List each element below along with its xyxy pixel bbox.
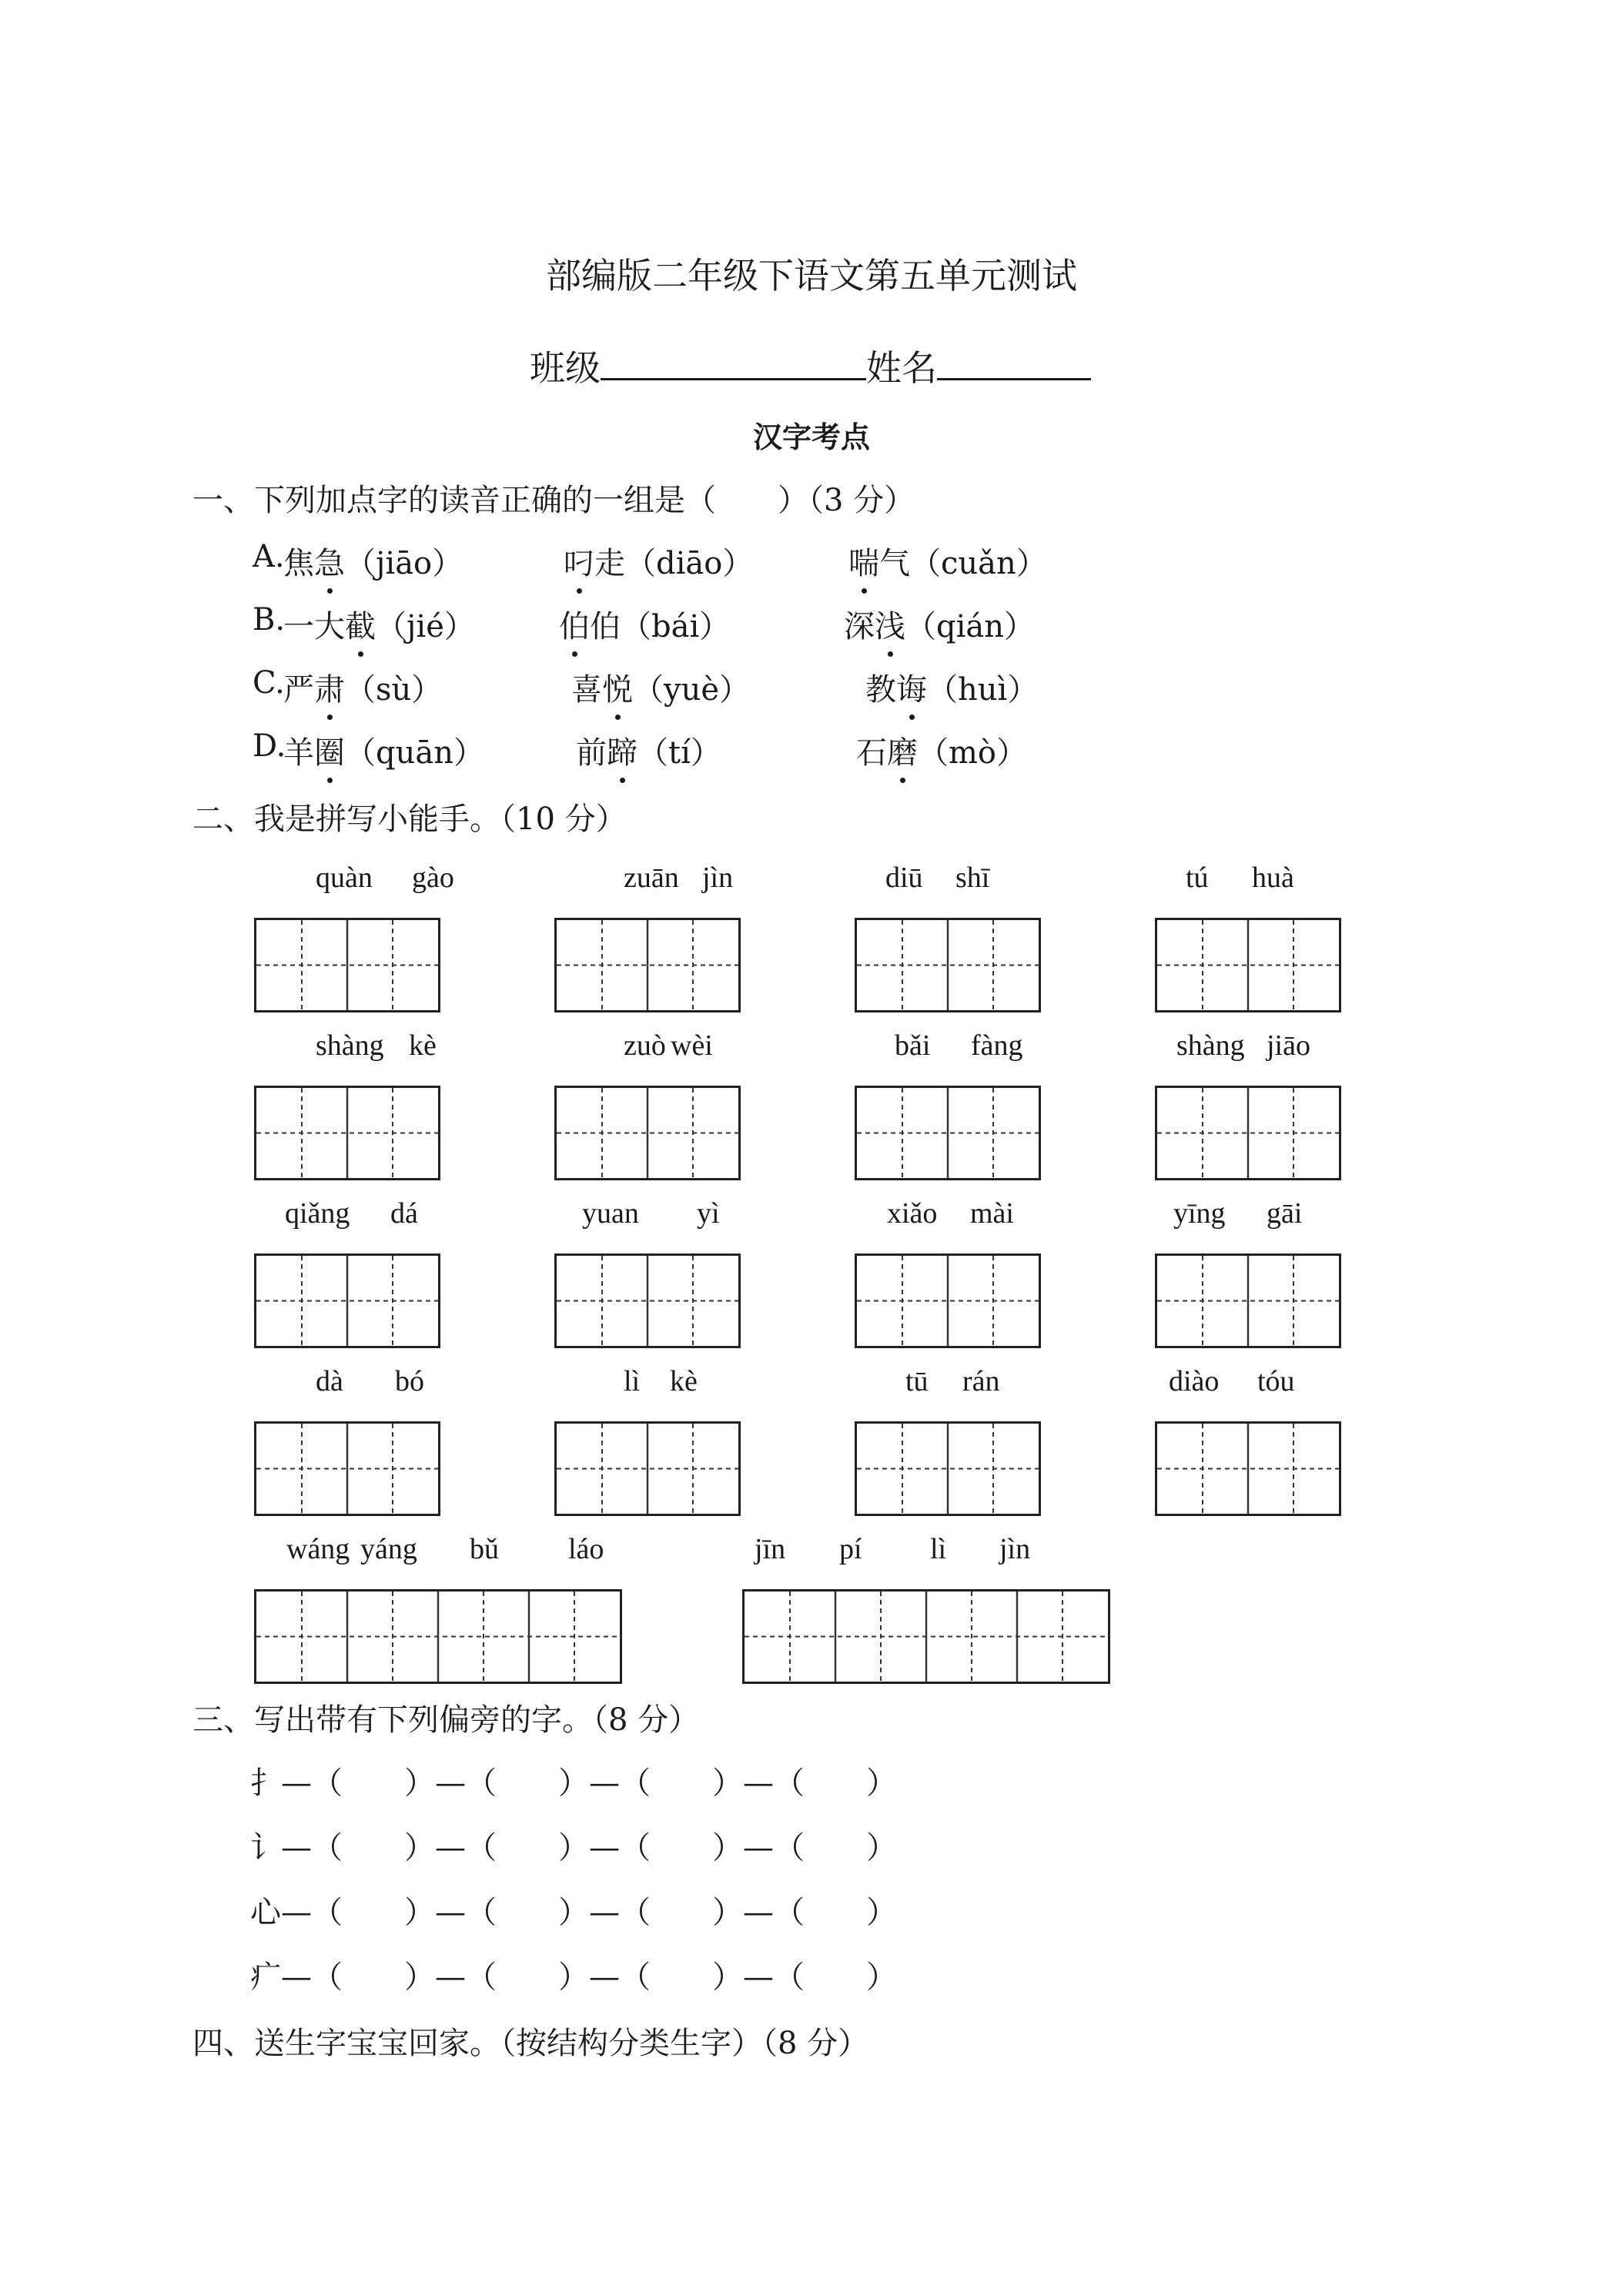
grid-lines	[1157, 1256, 1339, 1346]
name-blank[interactable]	[937, 344, 1091, 380]
grid-lines	[1157, 920, 1339, 1010]
writing-grid[interactable]	[1155, 1421, 1341, 1516]
pinyin-syllable: shàng	[1176, 1029, 1245, 1062]
writing-grid[interactable]	[855, 1253, 1041, 1348]
writing-grid[interactable]	[254, 1421, 440, 1516]
pinyin-syllable: shàng	[316, 1029, 384, 1062]
pinyin-syllable: lì	[930, 1533, 947, 1565]
pinyin-syllable: tú	[1186, 862, 1209, 894]
pinyin-syllable: lì	[624, 1365, 641, 1397]
dotted-character: 浅	[875, 602, 905, 646]
grid-lines	[256, 1088, 438, 1178]
grid-lines	[557, 1256, 738, 1346]
pinyin-syllable: kè	[409, 1029, 437, 1062]
dotted-character: 蹄	[607, 728, 637, 772]
grid-lines	[745, 1591, 1108, 1682]
q1-option-item	[576, 728, 721, 772]
q2-prompt: 二、我是拼写小能手。（10 分）	[192, 802, 627, 837]
pinyin-syllable: diào	[1169, 1365, 1220, 1397]
writing-grid[interactable]	[554, 1421, 741, 1516]
answer-blanks[interactable]: —（ ）—（ ）—（ ）—（ ）	[281, 1895, 897, 1930]
pinyin-syllable: shī	[955, 862, 990, 894]
dotted-character: 截	[345, 602, 376, 646]
writing-grid[interactable]	[554, 1086, 741, 1180]
grid-lines	[256, 1256, 438, 1346]
writing-grid[interactable]	[254, 918, 440, 1012]
pinyin: （diāo）	[625, 546, 754, 581]
pinyin-syllable: bó	[395, 1365, 424, 1397]
q1-option-letter[interactable]: A.	[253, 539, 285, 574]
word-suffix: 气	[879, 546, 910, 581]
radical: 心	[250, 1895, 281, 1930]
dotted-character: 磨	[887, 728, 918, 772]
q1-option-item	[559, 602, 730, 646]
grid-lines	[256, 1591, 620, 1682]
pinyin-syllable: dá	[390, 1197, 418, 1230]
q3-prompt: 三、写出带有下列偏旁的字。（8 分）	[192, 1702, 700, 1738]
pinyin: （qián）	[905, 609, 1036, 644]
pinyin-syllable: tóu	[1257, 1365, 1295, 1397]
writing-grid[interactable]	[742, 1589, 1110, 1684]
page-title: 部编版二年级下语文第五单元测试	[546, 255, 1077, 296]
pinyin-syllable: yuan	[582, 1197, 639, 1230]
q4-prompt: 四、送生字宝宝回家。（按结构分类生字）（8 分）	[192, 2026, 869, 2061]
q1-option-letter[interactable]: B.	[253, 602, 286, 638]
pinyin: （mò）	[918, 735, 1028, 771]
dotted-character: 悦	[602, 665, 633, 709]
grid-lines	[857, 1088, 1039, 1178]
class-label: 班级	[530, 347, 601, 389]
grid-lines	[256, 920, 438, 1010]
dotted-character: 伯	[559, 602, 590, 646]
word-prefix: 前	[576, 735, 607, 771]
q1-prompt: 一、下列加点字的读音正确的一组是（ ）（3 分）	[192, 483, 915, 518]
writing-grid[interactable]	[1155, 1086, 1341, 1180]
pinyin-syllable: yáng	[360, 1533, 417, 1565]
pinyin-syllable: yīng	[1173, 1197, 1226, 1230]
word-prefix: 一大	[283, 609, 345, 644]
q1-option-letter[interactable]: D.	[253, 728, 286, 764]
q1-option-item	[283, 728, 484, 772]
pinyin-syllable: bǎi	[895, 1029, 931, 1062]
q1-option-letter[interactable]: C.	[253, 665, 285, 701]
pinyin-syllable: jiāo	[1267, 1029, 1310, 1062]
grid-lines	[857, 1424, 1039, 1514]
pinyin-syllable: yì	[697, 1197, 720, 1230]
radical-row	[250, 1888, 897, 1932]
grid-lines	[857, 920, 1039, 1010]
pinyin: （bái）	[621, 609, 731, 644]
word-prefix: 深	[844, 609, 875, 644]
radical-row	[250, 1953, 897, 1996]
pinyin-syllable: jīn	[755, 1533, 786, 1565]
pinyin-syllable: quàn	[316, 862, 373, 894]
q1-option-item	[865, 665, 1038, 709]
pinyin-syllable: pí	[839, 1533, 862, 1565]
writing-grid[interactable]	[554, 1253, 741, 1348]
word-suffix: 伯	[590, 609, 621, 644]
dotted-character: 圈	[314, 728, 345, 772]
q1-option-item	[844, 602, 1035, 646]
pinyin-syllable: dà	[316, 1365, 343, 1397]
pinyin: （yuè）	[633, 672, 751, 708]
grid-lines	[857, 1256, 1039, 1346]
grid-lines	[1157, 1424, 1339, 1514]
writing-grid[interactable]	[254, 1253, 440, 1348]
pinyin-syllable: wáng	[286, 1533, 350, 1565]
q1-option-item	[848, 539, 1047, 583]
radical: 疒	[250, 1960, 281, 1995]
answer-blanks[interactable]: —（ ）—（ ）—（ ）—（ ）	[281, 1766, 897, 1801]
pinyin-syllable: jìn	[999, 1533, 1031, 1565]
radical-row	[250, 1823, 897, 1867]
dotted-character: 肃	[314, 665, 345, 709]
word-prefix: 焦	[283, 546, 314, 581]
pinyin: （jié）	[376, 609, 475, 644]
writing-grid[interactable]	[855, 918, 1041, 1012]
word-prefix: 石	[856, 735, 887, 771]
answer-blanks[interactable]: —（ ）—（ ）—（ ）—（ ）	[281, 1830, 897, 1866]
writing-grid[interactable]	[254, 1589, 622, 1684]
pinyin-syllable: zuò	[624, 1029, 666, 1062]
pinyin: （huì）	[927, 672, 1039, 708]
word-prefix: 严	[283, 672, 314, 708]
pinyin-syllable: fàng	[971, 1029, 1023, 1062]
pinyin-syllable: xiǎo	[887, 1197, 938, 1230]
grid-lines	[557, 1424, 738, 1514]
grid-lines	[1157, 1088, 1339, 1178]
writing-grid[interactable]	[855, 1086, 1041, 1180]
dotted-character: 喘	[848, 539, 879, 583]
radical-row	[250, 1759, 897, 1802]
q1-option-item	[283, 539, 463, 583]
pinyin: （cuǎn）	[910, 546, 1047, 581]
pinyin-syllable: láo	[568, 1533, 604, 1565]
word-prefix: 教	[865, 672, 896, 708]
name-label: 姓名	[866, 347, 937, 389]
q1-option-item	[856, 728, 1027, 772]
radical: 讠	[250, 1830, 281, 1866]
q1-option-item	[283, 665, 442, 709]
radical: 扌	[250, 1766, 281, 1801]
pinyin: （tí）	[637, 735, 721, 771]
pinyin-syllable: tū	[905, 1365, 929, 1397]
class-blank[interactable]	[601, 344, 866, 380]
pinyin: （sù）	[345, 672, 443, 708]
grid-lines	[256, 1424, 438, 1514]
pinyin: （quān）	[345, 735, 484, 771]
pinyin-syllable: rán	[962, 1365, 1000, 1397]
writing-grid[interactable]	[254, 1086, 440, 1180]
pinyin-syllable: zuān	[624, 862, 679, 894]
grid-lines	[557, 1088, 738, 1178]
dotted-character: 急	[314, 539, 345, 583]
dotted-character: 叼	[564, 539, 594, 583]
pinyin-syllable: huà	[1252, 862, 1294, 894]
pinyin-syllable: jìn	[702, 862, 734, 894]
dotted-character: 诲	[896, 665, 927, 709]
answer-blanks[interactable]: —（ ）—（ ）—（ ）—（ ）	[281, 1960, 897, 1995]
section-title: 汉字考点	[752, 420, 870, 454]
writing-grid[interactable]	[1155, 918, 1341, 1012]
pinyin-syllable: gāi	[1267, 1197, 1303, 1230]
q1-option-item	[283, 602, 475, 646]
grid-lines	[557, 920, 738, 1010]
word-prefix: 喜	[571, 672, 602, 708]
q1-option-item	[564, 539, 753, 583]
pinyin-syllable: diū	[885, 862, 923, 894]
pinyin-syllable: wèi	[671, 1029, 713, 1062]
pinyin-syllable: gào	[412, 862, 454, 894]
pinyin: （jiāo）	[345, 546, 463, 581]
writing-grid[interactable]	[1155, 1253, 1341, 1348]
word-prefix: 羊	[283, 735, 314, 771]
word-suffix: 走	[594, 546, 625, 581]
pinyin-syllable: kè	[670, 1365, 698, 1397]
writing-grid[interactable]	[554, 918, 741, 1012]
q1-option-item	[571, 665, 750, 709]
pinyin-syllable: qiǎng	[285, 1197, 350, 1230]
writing-grid[interactable]	[855, 1421, 1041, 1516]
pinyin-syllable: bǔ	[470, 1533, 499, 1565]
class-name-line	[530, 340, 1091, 391]
pinyin-syllable: mài	[970, 1197, 1014, 1230]
